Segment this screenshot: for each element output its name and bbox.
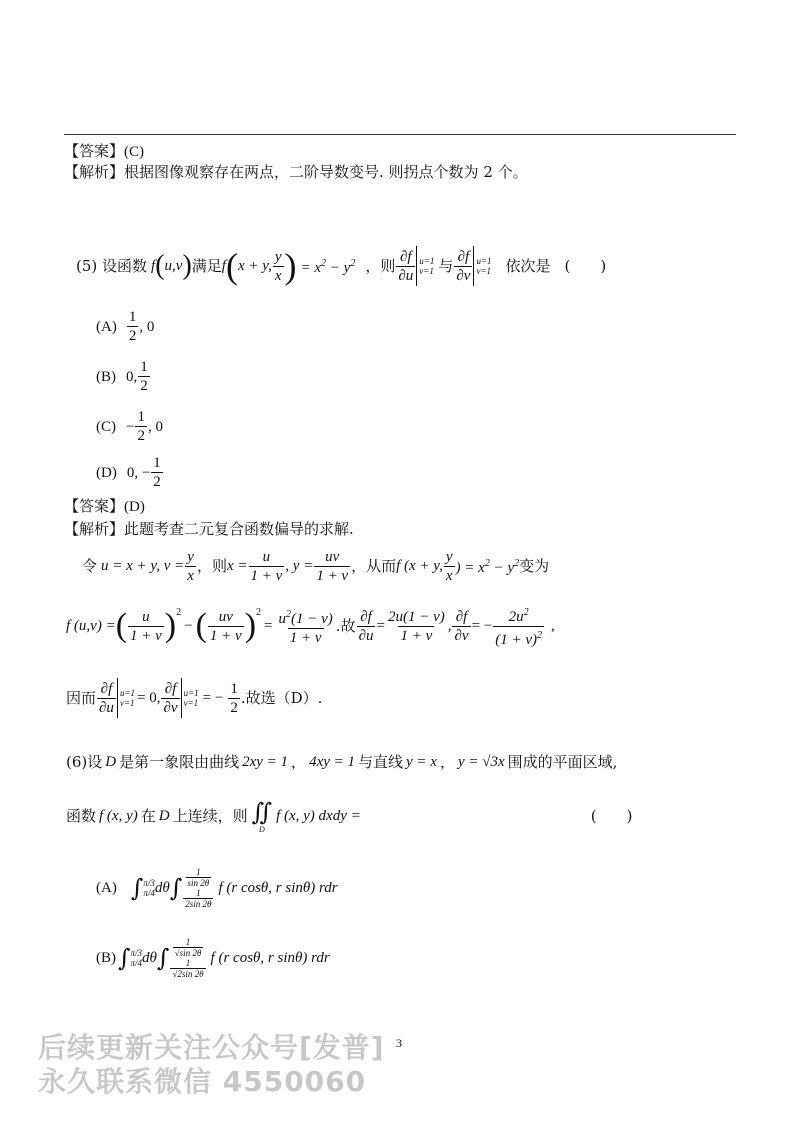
option-label: (B) bbox=[96, 368, 116, 385]
answer-value: (D) bbox=[124, 499, 145, 515]
prev-answer bbox=[64, 142, 144, 161]
q6-comma: ， bbox=[291, 753, 307, 771]
math-comma: , bbox=[447, 618, 452, 634]
math-limits: π/3 π/4 bbox=[130, 948, 143, 968]
q5-stem bbox=[76, 246, 606, 286]
math-eval-sub: u=1 v=1 bbox=[119, 688, 136, 708]
step-thus: ，从而 bbox=[351, 557, 397, 575]
q5-analysis bbox=[64, 520, 354, 538]
q5-option-d bbox=[96, 454, 164, 491]
option-label: (C) bbox=[96, 418, 116, 435]
math-minus: − bbox=[184, 618, 193, 634]
q6-paren: ( ) bbox=[590, 807, 633, 825]
math-paren: ) bbox=[284, 246, 297, 286]
q5-paren: ( ) bbox=[564, 257, 607, 275]
math-paren: ( bbox=[115, 607, 128, 644]
math-f: f bbox=[221, 258, 226, 274]
math-D: D bbox=[158, 808, 170, 824]
math-half: $\frac{1}{2}$ bbox=[128, 309, 137, 344]
math-dfdu: $\frac{\partial f}{\partial u}$ bbox=[398, 248, 414, 284]
q6-prefix: (6)设 bbox=[66, 753, 103, 771]
math-dtheta: dθ bbox=[154, 880, 170, 896]
math-val: = − bbox=[202, 690, 224, 706]
math-eval-bar bbox=[473, 246, 474, 286]
math-integrand: f (x, y) dxdy = bbox=[276, 808, 361, 824]
math-integral: ∫ bbox=[118, 944, 131, 972]
math-frac-yx: $\frac{y}{x}$ bbox=[274, 248, 282, 284]
math-integral: ∫ bbox=[130, 874, 144, 902]
math-paren: ( bbox=[195, 607, 207, 644]
math-line2: y = √3x bbox=[457, 754, 505, 770]
math-limits: π/3 π/4 bbox=[143, 878, 155, 898]
q5-and: 与 bbox=[438, 257, 454, 275]
math-integral: ∫ bbox=[169, 874, 183, 902]
answer-label: 【答案】 bbox=[64, 142, 125, 160]
q5-option-a bbox=[96, 308, 154, 345]
math-exp: 2 bbox=[176, 607, 182, 618]
q5-option-b bbox=[96, 358, 151, 395]
step-choose: .故选（D）. bbox=[240, 689, 323, 707]
option-label: (A) bbox=[96, 318, 117, 335]
math-minus: − bbox=[126, 418, 135, 435]
math-dfdu: $\frac{\partial f}{\partial u}$ bbox=[99, 680, 114, 716]
math-y: , y = bbox=[285, 558, 314, 574]
q6-func: 函数 bbox=[66, 807, 97, 825]
math-half: $\frac{1}{2}$ bbox=[230, 680, 238, 716]
math-paren: ) bbox=[182, 250, 192, 281]
math-val: 0, − bbox=[126, 464, 151, 481]
math-eval-bar bbox=[117, 678, 118, 718]
math-val: , 0 bbox=[147, 418, 163, 435]
option-label: (A) bbox=[96, 880, 117, 896]
math-xy: x + y, bbox=[237, 258, 272, 274]
math-dfdv: $\frac{\partial f}{\partial v}$ bbox=[454, 608, 469, 644]
watermark-line1: 后续更新关注公众号[发普] bbox=[38, 1031, 385, 1064]
math-frac: $\frac{2u(1 - v)}{1 + v}$ bbox=[387, 608, 445, 644]
math-curve1: 2xy = 1 bbox=[242, 754, 289, 770]
q6-comma: ， bbox=[439, 753, 455, 771]
math-val: 0, bbox=[126, 368, 138, 385]
q6-text: 是第一象限由曲线 bbox=[119, 753, 240, 771]
math-eval-sub: u=1 v=1 bbox=[183, 688, 199, 708]
math-val: , 0 bbox=[139, 318, 155, 335]
q5-mid: 满足 bbox=[191, 257, 222, 275]
q6-option-a bbox=[96, 862, 338, 914]
q5-step2 bbox=[66, 604, 555, 648]
math-x: x = bbox=[226, 558, 248, 574]
q6-suffix: 围成的平面区域, bbox=[507, 753, 618, 771]
step-hence: .故 bbox=[335, 617, 356, 635]
math-eq: = − bbox=[471, 618, 493, 634]
math-frac: $\frac{uv}{1 + v}$ bbox=[209, 608, 242, 644]
analysis-text: 此题考查二元复合函数偏导的求解. bbox=[124, 520, 354, 538]
math-fxy: f (x + y, bbox=[396, 558, 443, 574]
math-half: $\frac{1}{2}$ bbox=[153, 455, 161, 490]
analysis-label: 【解析】 bbox=[64, 520, 125, 538]
math-fuv: f bbox=[151, 258, 156, 274]
q5-prefix: (5) 设函数 bbox=[76, 257, 148, 275]
q6-line2 bbox=[66, 796, 632, 836]
q5-step3 bbox=[66, 676, 322, 720]
header-rule bbox=[64, 134, 736, 135]
math-half: $\frac{1}{2}$ bbox=[137, 409, 145, 444]
math-dfdv: $\frac{\partial f}{\partial v}$ bbox=[163, 680, 178, 716]
math-paren: ) bbox=[244, 607, 257, 644]
math-integrand: f (r cosθ, r sinθ) rdr bbox=[210, 950, 330, 966]
q5-step1 bbox=[82, 546, 549, 586]
answer-value: (C) bbox=[124, 144, 145, 160]
math-eq: = bbox=[264, 618, 273, 634]
prev-analysis bbox=[64, 163, 528, 181]
page-number: 3 bbox=[396, 1036, 402, 1050]
math-eval-bar bbox=[181, 678, 182, 718]
math-paren: ( bbox=[225, 246, 238, 286]
math-limits: $\frac{1}{√\sin 2\theta}$ $\frac{1}{√2\sin 2\theta}$ bbox=[172, 937, 204, 979]
q5-option-c bbox=[96, 408, 163, 445]
math-curve2: 4xy = 1 bbox=[309, 754, 355, 770]
math-dfdv: $\frac{\partial f}{\partial v}$ bbox=[456, 248, 471, 284]
math-fxy: f (x, y) bbox=[99, 808, 138, 824]
math-line1: y = x bbox=[406, 754, 437, 770]
math-frac: $\frac{u}{1 + v}$ bbox=[130, 608, 162, 644]
math-val: = 0, bbox=[137, 690, 161, 706]
math-comma: , bbox=[551, 618, 555, 634]
q5-answer bbox=[64, 497, 145, 516]
math-paren: ) bbox=[164, 607, 177, 644]
watermark-line2: 永久联系微信 4550060 bbox=[38, 1065, 367, 1098]
q6-line1 bbox=[66, 748, 617, 776]
option-label: (D) bbox=[96, 464, 117, 481]
step-becomes: 变为 bbox=[519, 557, 550, 575]
math-rhs: = $x^2 - y^2$ bbox=[300, 258, 356, 276]
math-integrand: f (r cosθ, r sinθ) rdr bbox=[218, 880, 338, 896]
math-uv: u,v bbox=[164, 258, 183, 274]
math-half: $\frac{1}{2}$ bbox=[140, 359, 148, 394]
option-label: (B) bbox=[96, 950, 116, 966]
math-dtheta: dθ bbox=[142, 950, 157, 966]
math-D: D bbox=[105, 754, 117, 770]
step-so: 因而 bbox=[66, 689, 97, 707]
math-double-integral: ∬ D bbox=[251, 797, 273, 834]
math-frac-u: $\frac{u}{1 + v}$ bbox=[250, 548, 283, 584]
math-eval-bar bbox=[416, 246, 417, 286]
math-eq: = bbox=[376, 618, 385, 634]
analysis-text: 根据图像观察存在两点，二阶导数变号. 则拐点个数为 2 个。 bbox=[124, 163, 528, 181]
math-rhs: ) = $x^2 - y^2$ bbox=[455, 558, 520, 576]
math-frac-yx: $\frac{y}{x}$ bbox=[445, 548, 453, 584]
analysis-label: 【解析】 bbox=[64, 163, 125, 181]
math-sub: u = x + y, v = bbox=[101, 558, 185, 574]
step-then: ，则 bbox=[196, 557, 227, 575]
math-limits: $\frac{1}{\sin 2\theta}$ $\frac{1}{2\sin 2\theta}$ bbox=[185, 867, 212, 909]
q6-text2: 上连续，则 bbox=[172, 807, 248, 825]
q5-then: ，则 bbox=[365, 257, 396, 275]
answer-label: 【答案】 bbox=[64, 497, 125, 515]
math-frac: $\frac{2u^2}{(1 + v)^2}$ bbox=[495, 606, 543, 648]
math-dfdu: $\frac{\partial f}{\partial u}$ bbox=[358, 608, 374, 644]
math-exp: 2 bbox=[256, 607, 262, 618]
step-let: 令 bbox=[82, 557, 98, 575]
q6-and: 与直线 bbox=[358, 753, 404, 771]
math-eval-sub: u=1 v=1 bbox=[476, 256, 492, 276]
q6-option-b bbox=[96, 932, 330, 984]
q6-in: 在 bbox=[140, 807, 156, 825]
math-frac: $\frac{u^2(1 - v)}{1 + v}$ bbox=[278, 608, 333, 646]
q5-suffix: 依次是 bbox=[505, 257, 551, 275]
math-frac-yx: $\frac{y}{x}$ bbox=[187, 548, 194, 584]
math-integral: ∫ bbox=[156, 944, 170, 972]
math-eval-sub: u=1 v=1 bbox=[419, 256, 435, 276]
math-fuv: f (u,v) = bbox=[66, 618, 116, 634]
math-paren: ( bbox=[155, 250, 165, 281]
math-frac-uv: $\frac{uv}{1 + v}$ bbox=[316, 548, 349, 584]
